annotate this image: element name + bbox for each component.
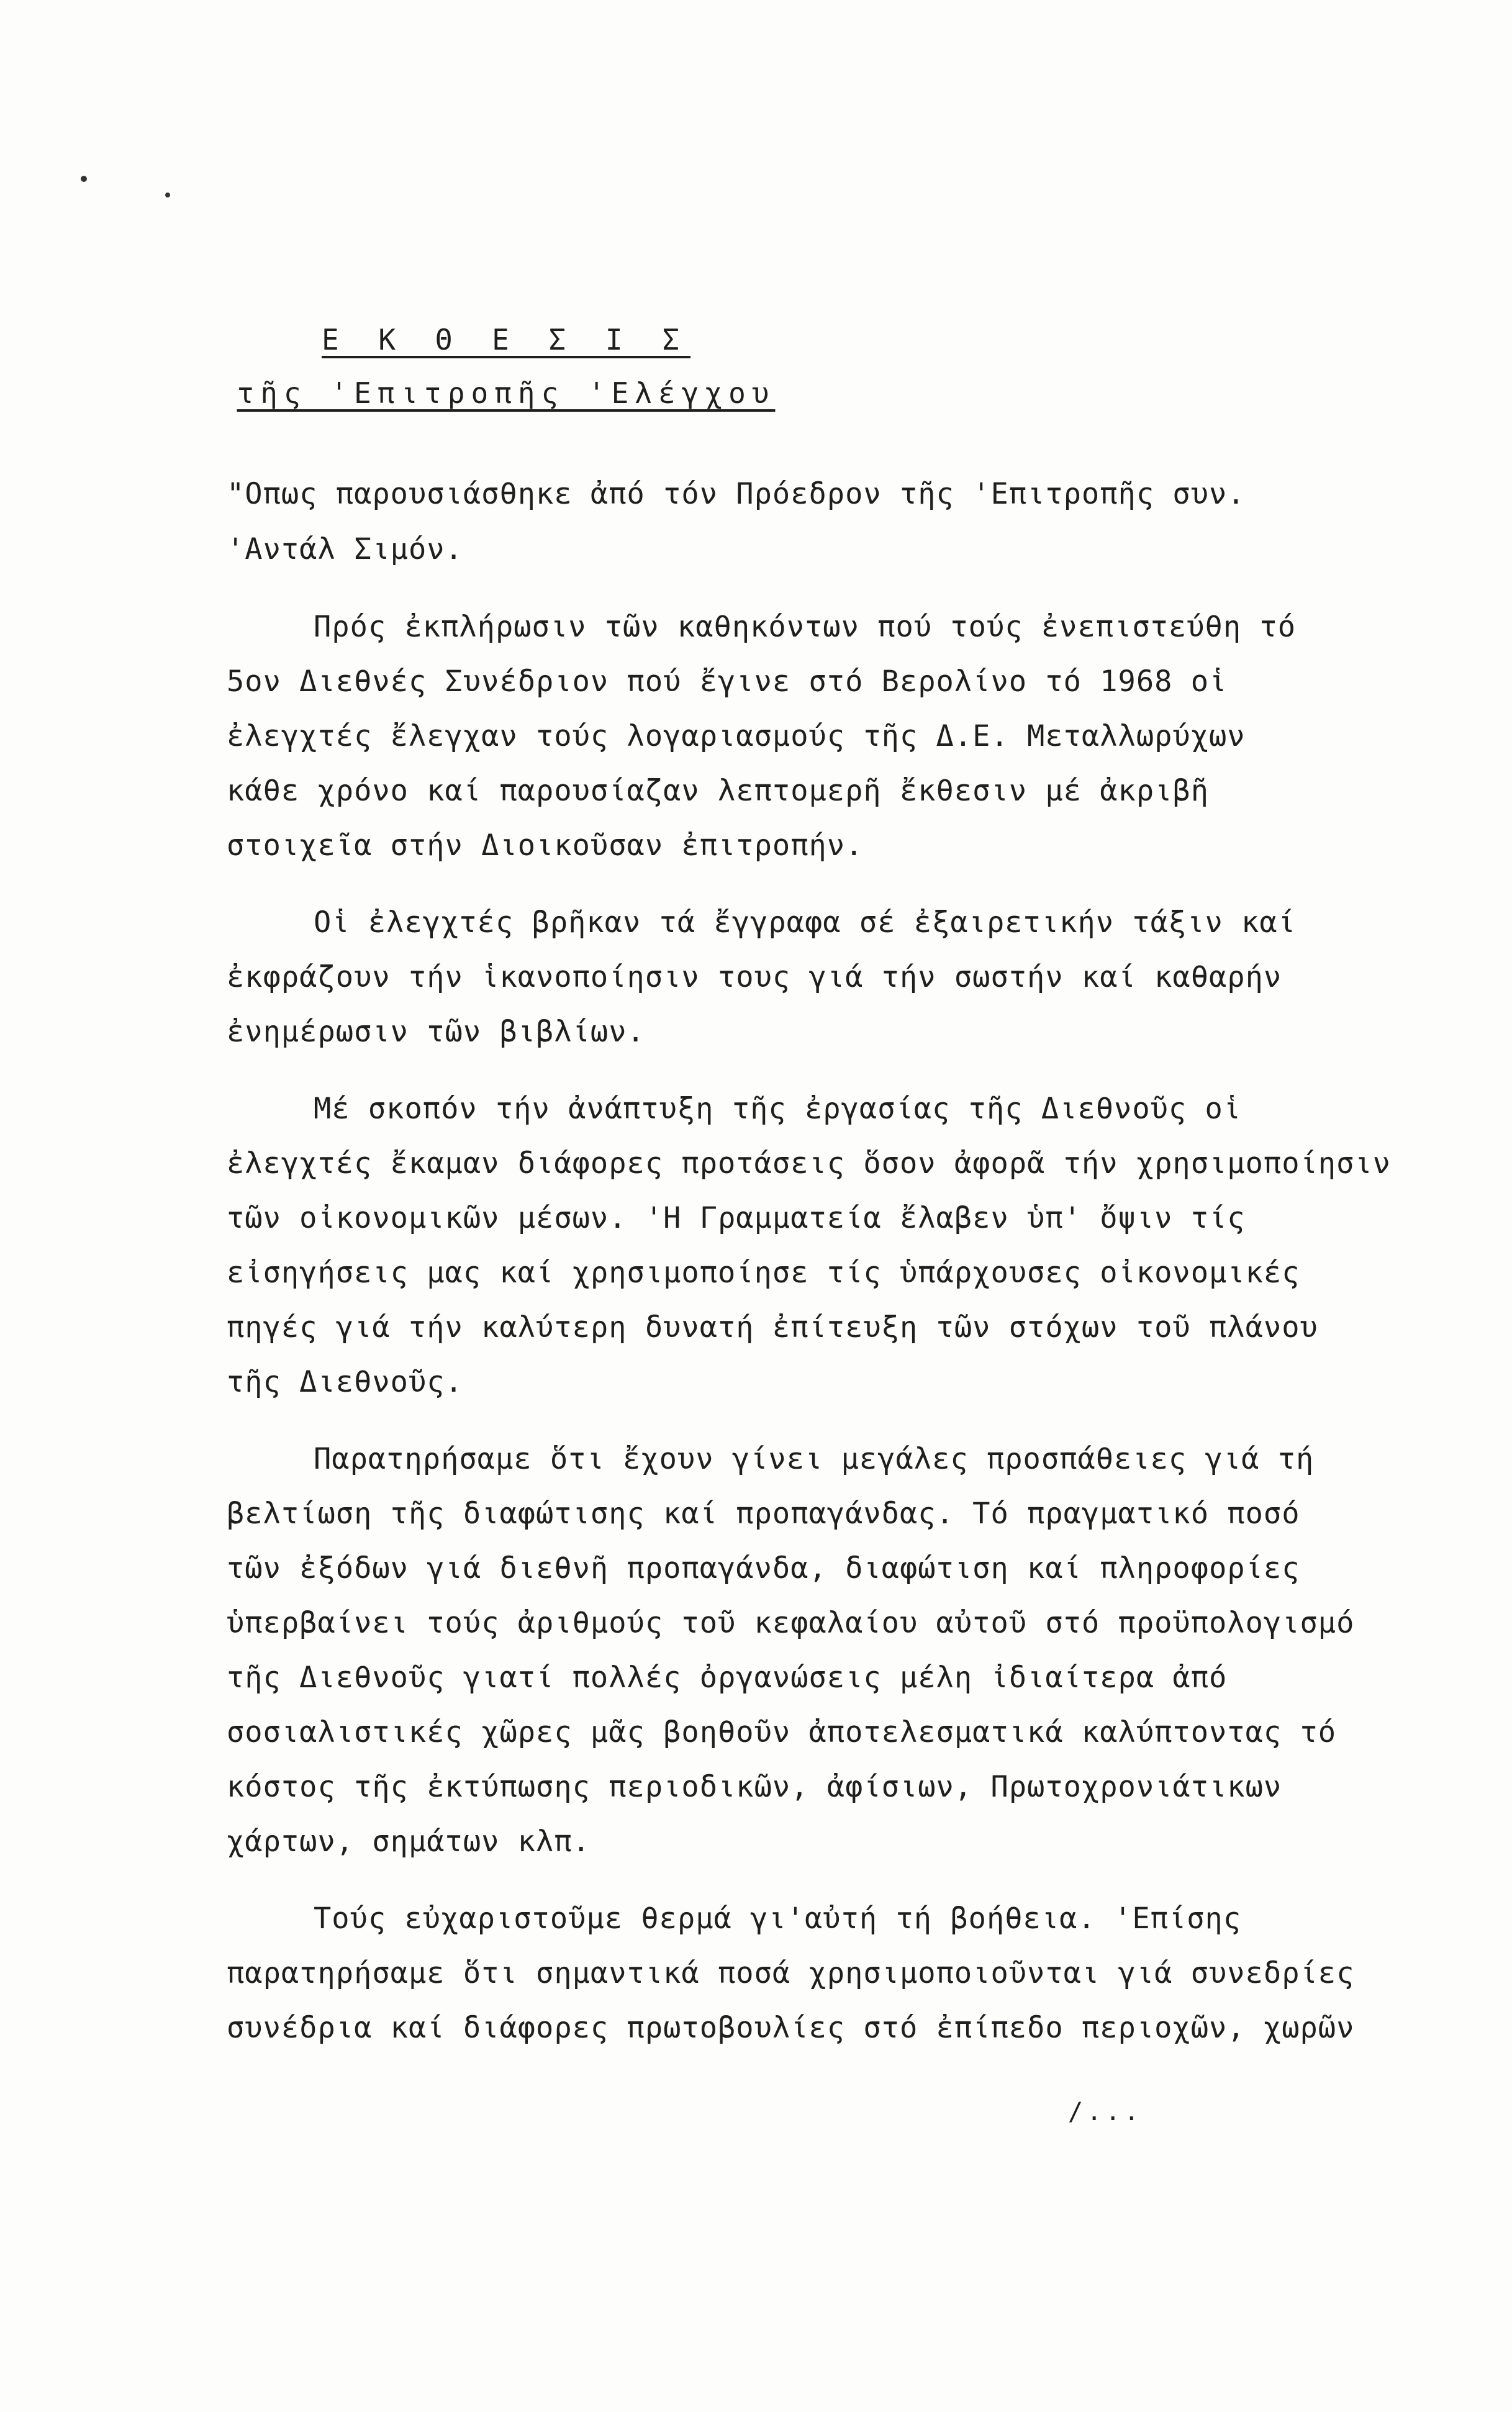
text-line: "Οπως παρουσιάσθηκε ἀπό τόν Πρόεδρον τῆς 'Επιτροπῆς συν. <box>227 477 1246 511</box>
report-title: Ε Κ Θ Ε Σ Ι Σ <box>321 323 691 356</box>
text-line: Μέ σκοπόν τήν ἀνάπτυξη τῆς ἐργασίας τῆς Διεθνοῦς οἱ <box>314 1092 1242 1126</box>
report-subtitle: τῆς 'Επιτροπῆς 'Ελέγχου <box>237 376 776 410</box>
text-line: χάρτων, σημάτων κλπ. <box>227 1825 591 1859</box>
text-line: εἰσηγήσεις μας καί χρησιμοποίησε τίς ὑπάρχουσες οἰκονομικές <box>227 1256 1300 1290</box>
text-line: κόστος τῆς ἐκτύπωσης περιοδικῶν, ἀφίσιων, Πρωτοχρονιάτικων <box>227 1770 1282 1804</box>
text-line: τῆς Διεθνοῦς. <box>227 1365 463 1399</box>
text-line: Τούς εὐχαριστοῦμε θερμά γι'αὐτή τή βοήθεια. 'Επίσης <box>314 1902 1242 1936</box>
text-line: συνέδρια καί διάφορες πρωτοβουλίες στό ἐπίπεδο περιοχῶν, χωρῶν <box>227 2011 1355 2045</box>
text-line: τῆς Διεθνοῦς γιατί πολλές ὀργανώσεις μέλη ἰδιαίτερα ἀπό <box>227 1661 1228 1695</box>
text-line: 5ον Διεθνές Συνέδριον πού ἔγινε στό Βερολίνο τό 1968 οἱ <box>227 664 1228 699</box>
text-line: σοσιαλιστικές χῶρες μᾶς βοηθοῦν ἀποτελεσματικά καλύπτοντας τό <box>227 1715 1337 1749</box>
text-line: ἐκφράζουν τήν ἱκανοποίησιν τους γιά τήν σωστήν καί καθαρήν <box>227 960 1282 994</box>
text-line: ἐνημέρωσιν τῶν βιβλίων. <box>227 1015 645 1049</box>
text-line: βελτίωση τῆς διαφώτισης καί προπαγάνδας. Τό πραγματικό ποσό <box>227 1497 1300 1531</box>
text-line: κάθε χρόνο καί παρουσίαζαν λεπτομερῆ ἔκθεσιν μέ ἀκριβῆ <box>227 774 1210 808</box>
text-line: Παρατηρήσαμε ὅτι ἔχουν γίνει μεγάλες προσπάθειες γιά τή <box>314 1442 1315 1476</box>
text-line: ἐλεγχτές ἔλεγχαν τούς λογαριασμούς τῆς Δ.Ε. Μεταλλωρύχων <box>227 719 1246 753</box>
text-line: Οἱ ἐλεγχτές βρῆκαν τά ἔγγραφα σέ ἐξαιρετικήν τάξιν καί <box>314 905 1297 940</box>
text-line: Πρός ἐκπλήρωσιν τῶν καθηκόντων πού τούς ἐνεπιστεύθη τό <box>314 610 1297 644</box>
text-line: πηγές γιά τήν καλύτερη δυνατή ἐπίτευξη τῶν στόχων τοῦ πλάνου <box>227 1310 1318 1344</box>
text-line: παρατηρήσαμε ὅτι σημαντικά ποσά χρησιμοποιοῦνται γιά συνεδρίες <box>227 1956 1355 1990</box>
text-line: ὑπερβαίνει τούς ἀριθμούς τοῦ κεφαλαίου αὐτοῦ στό προϋπολογισμό <box>227 1606 1355 1640</box>
text-line: στοιχεῖα στήν Διοικοῦσαν ἐπιτροπήν. <box>227 828 864 863</box>
continuation-marker: /... <box>1068 2098 1143 2126</box>
text-line: 'Αντάλ Σιμόν. <box>227 532 463 566</box>
ink-speck <box>165 193 170 197</box>
text-line: τῶν ἐξόδων γιά διεθνῆ προπαγάνδα, διαφώτιση καί πληροφορίες <box>227 1551 1300 1585</box>
text-line: τῶν οἰκονομικῶν μέσων. 'Η Γραμματεία ἔλαβεν ὑπ' ὄψιν τίς <box>227 1201 1246 1235</box>
text-line: ἐλεγχτές ἔκαμαν διάφορες προτάσεις ὅσον ἀφορᾶ τήν χρησιμοποίησιν <box>227 1146 1391 1181</box>
ink-speck <box>81 176 87 182</box>
